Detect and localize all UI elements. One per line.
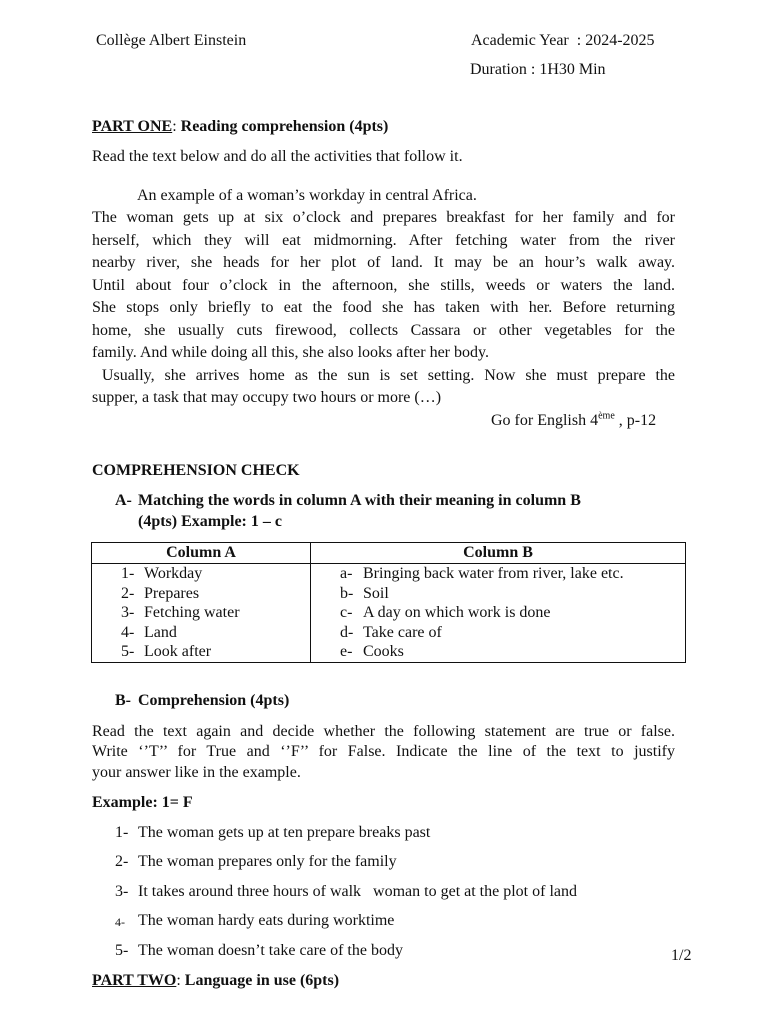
item-text: Look after [144,643,212,661]
list-item [121,564,310,584]
list-item [340,584,685,604]
statement-text: The woman prepares only for the family [138,853,397,870]
list-item [340,564,685,584]
passage-line: nearby river, she heads for her plot of land. It may be an hour’s walk away. [92,254,675,271]
part-two-heading [92,971,339,991]
section-b-label: B- [115,692,131,709]
list-item [340,642,685,662]
part-one-colon: : [172,118,181,135]
academic-year: Academic Year : 2024-2025 [471,32,655,49]
part-one-instruction: Read the text below and do all the activities that follow it. [92,148,463,165]
passage-line: supper, a task that may occupy two hours or more (…) [92,389,442,406]
item-text: Soil [363,584,389,602]
item-letter: d- [340,623,354,641]
duration: Duration : 1H30 Min [470,61,606,78]
passage-line: family. And while doing all this, she also looks after her body. [92,344,489,361]
passage-title: An example of a woman’s workday in central Africa. [137,187,477,204]
list-item [340,603,685,623]
statement-number: 5- [115,942,129,959]
section-b-instruction-line: Write ‘’T’’ for True and ‘’F’’ for False. Indicate the line of the text to justify [92,743,675,760]
table-body-row [92,564,686,663]
item-text: A day on which work is done [363,604,551,622]
statement-number: 3- [115,883,129,900]
list-item [121,623,310,643]
passage-source [491,411,656,431]
passage-line: She stops only briefly to eat the food she has taken with her. Before returning [92,299,675,316]
statement-number: 4- [115,915,125,929]
school-name: Collège Albert Einstein [96,32,247,49]
item-number: 3- [121,604,135,622]
comprehension-check-title: COMPREHENSION CHECK [92,462,300,479]
column-a-cell [92,564,311,663]
section-b-instruction-line: your answer like in the example. [92,764,301,781]
list-item [340,623,685,643]
statement-text: It takes around three hours of walk woman to get at the plot of land [138,883,577,900]
statement-text: The woman doesn’t take care of the body [138,942,403,959]
passage-line: The woman gets up at six o’clock and prepares breakfast for her family and for [92,209,675,226]
item-letter: b- [340,584,354,602]
table-header-row [92,543,686,564]
list-item [121,584,310,604]
section-b-instruction-line: Read the text again and decide whether the following statement are true or false. [92,723,675,740]
part-one-title: Reading comprehension (4pts) [180,118,389,135]
passage-line: Until about four o’clock in the afternoon, she stills, weeds or waters the land. [92,277,675,294]
section-a-label: A- [115,492,132,509]
item-text: Cooks [363,643,404,661]
section-a-example: (4pts) Example: 1 – c [138,513,282,530]
statement-text: The woman gets up at ten prepare breaks past [138,824,431,841]
item-number: 2- [121,584,135,602]
item-text: Workday [144,565,203,582]
statement-number: 2- [115,853,129,870]
part-two-label: PART TWO [92,972,177,989]
passage-line: home, she usually cuts firewood, collects Cassara or other vegetables for the [92,322,675,339]
part-one-heading [92,117,388,137]
part-two-title: Language in use (6pts) [184,972,340,989]
item-number: 1- [121,565,135,582]
item-letter: a- [340,565,353,582]
example-answer: Example: 1= F [92,794,193,811]
column-b-header: Column B [311,543,686,564]
list-item [121,603,310,623]
source-superscript: ème [598,410,615,422]
item-letter: e- [340,643,353,661]
item-text: Prepares [144,584,200,602]
item-text: Take care of [363,623,442,641]
item-number: 5- [121,643,135,661]
item-letter: c- [340,604,353,622]
passage-line: herself, which they will eat midmorning. After fetching water from the river [92,232,675,249]
part-two-colon: : [176,972,185,989]
item-text: Fetching water [144,604,240,622]
passage-line: Usually, she arrives home as the sun is set setting. Now she must prepare the [92,367,675,384]
source-title: Go for English 4 [491,412,599,429]
page-number: 1/2 [671,947,692,964]
section-a-instruction: Matching the words in column A with their meaning in column B [138,492,581,509]
list-item [121,642,310,662]
part-one-label: PART ONE [92,118,173,135]
source-page: , p-12 [614,412,657,429]
section-b-title: Comprehension (4pts) [138,692,290,709]
column-a-header: Column A [92,543,311,564]
statement-text: The woman hardy eats during worktime [138,912,395,929]
item-text: Land [144,623,177,641]
matching-table [91,542,686,663]
item-text: Bringing back water from river, lake etc. [363,565,624,582]
statement-number: 1- [115,824,129,841]
column-b-cell [311,564,686,663]
item-number: 4- [121,623,135,641]
